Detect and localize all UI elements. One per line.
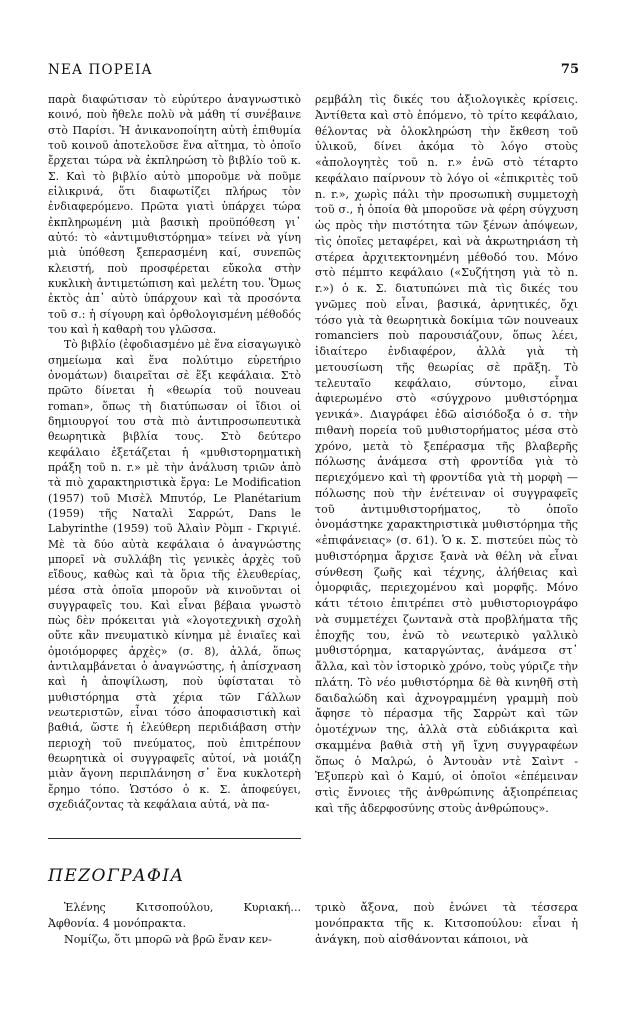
section-right-column [315, 900, 578, 947]
page-header [48, 62, 579, 84]
paragraph: Νομίζω, ὅτι μπορῶ νὰ βρῶ ἕναν κεν- [64, 932, 272, 946]
section-title: ΠΕΖΟΓΡΑΦΙΑ [48, 866, 185, 886]
running-title: ΝΕΑ ΠΟΡΕΙΑ [48, 62, 153, 78]
section-divider [48, 838, 301, 839]
right-column [315, 92, 578, 817]
paragraph: ρεμβάλη τὶς δικές του ἀξιολογικὲς κρίσεις. Ἀντίθετα καὶ στὸ ἑπόμενο, τὸ τρίτο κεφάλαιο, θέλοντας νὰ ὁλοκληρώση τὴν ἔκθεση τοῦ ὑλικοῦ, δίνει ἀκόμα τὸ λόγο στοὺς «ἀπολογητὲς τοῦ n. r.» ἐνῶ στὸ τέταρτο κεφάλαιο παίρνουν τὸ λόγο οἱ «ἐπικριτὲς τοῦ n. r.», χωρὶς πάλι τὴν προσωπικὴ συμμετοχὴ τοῦ σ., ἡ ὁποία θὰ μποροῦσε νὰ φέρη σύγχυση ὡς πρὸς τὴν πιστότητα τῶν ξένων ἀπόψεων, τὶς ὁποῖες μεταφέρει, καὶ νὰ ἀκρωτηριάση τὴ στέρεα ἀρχιτεκτονημένη μέθοδό του. Μόνο στὸ πέμπτο κεφάλαιο («Συζήτηση γιὰ τὸ n. r.») ὁ κ. Σ. διατυπώνει πιὰ τὶς δικές του γνῶμες ποὺ εἶναι, βασικά, ἀρνητικές, ὄχι τόσο γιὰ τὰ θεωρητικὰ δοκίμια τῶν nouveaux romanciers ποὺ παρουσιάζουν, ὅπως λέει, ἰδιαίτερο ἐνδιαφέρον, ἀλλὰ γιὰ τὴ μετουσίωση τῆς θεωρίας σὲ πρᾶξη. Τὸ τελευταῖο κεφάλαιο, σύντομο, εἶναι ἀφιερωμένο στὸ «σύγχρονο μυθιστόρημα γενικά». Διαγράφει ἐδῶ αἰσιόδοξα ὁ σ. τὴν πιθανὴ πορεία τοῦ μυθιστορήματος μέσα στὸ χρόνο, μετὰ τὸ ξεπέρασμα τῆς βλαβερῆς πόλωσης ἀνάμεσα στὴ φροντίδα γιὰ τὸ περιεχόμενο καὶ τὴ φροντίδα γιὰ τὴ μορφὴ — πόλωσης ποὺ τὴν ἐνέτειναν οἱ συγγραφεῖς τοῦ ἀντιμυθιστορήματος, τὸ ὁποῖο ὀνομάστηκε χαρακτηριστικὰ μυθιστόρημα τῆς «ἐπιφάνειας» (σ. 61). Ὁ κ. Σ. πιστεύει πὼς τὸ μυθιστόρημα ἄρχισε ξανὰ νὰ θέλη νὰ εἶναι σύνθεση ζωῆς καὶ τέχνης, ἀλήθειας καὶ ὁμορφιᾶς, περιεχομένου καὶ μορφῆς. Μόνο κάτι τέτοιο ἐπιτρέπει στὸ μυθιστοριογράφο νὰ συμμετέχει ζωντανὰ στὰ προβλήματα τῆς ἐποχῆς του, ἐνῶ τὸ νεωτερικὸ γαλλικὸ μυθιστόρημα, καταργώντας, ἀνάμεσα στ᾽ ἄλλα, καὶ τὸν ἱστορικὸ χρόνο, τοὺς γύριζε τὴν πλάτη. Τὸ νέο μυθιστόρημα δὲ θὰ κινηθῆ στὴ δαιδαλώδη καὶ ἀχνογραμμένη γραμμὴ ποὺ ἄφησε τὸ πέρασμα τῆς Σαρρὼτ καὶ τῶν ὁμοτέχνων της, ἀλλὰ στὰ εὐδιάκριτα καὶ σκαμμένα βαθιὰ στὴ γῆ ἴχνη συγγραφέων ὅπως ὁ Μαλρώ, ὁ Ἀντουὰν ντὲ Σαὶντ - Ἐξυπερὺ καὶ ὁ Καμύ, οἱ ὁποῖοι «ἐπέμειναν στὶς ἔννοιες τῆς ἀνθρώπινης ἀξιοπρέπειας καὶ τῆς ἀδερφοσύνης στοὺς ἀνθρώπους». [315, 93, 578, 815]
section-left-column [48, 900, 301, 947]
page-number: 75 [560, 62, 579, 77]
paragraph: τρικὸ ἄξονα, ποὺ ἑνώνει τὰ τέσσερα μονόπρακτα τῆς κ. Κιτσοπούλου: εἶναι ἡ ἀνάγκη, ποὺ αἰσθάνονται κάποιοι, νὰ [315, 901, 578, 946]
paragraph: παρὰ διαφώτισαν τὸ εὐρύτερο ἀναγνωστικὸ κοινό, ποὺ ἤθελε πολὺ νὰ μάθη τί συνέβαινε στὸ Παρίσι. Ἡ ἀνικανοποίητη αὐτὴ ἐπιθυμία τοῦ κοινοῦ ἀποτελοῦσε ἕνα αἴτημα, τὸ ὁποῖο ἔρχεται τώρα νὰ ἐκπληρώση τὸ βιβλίο τοῦ κ. Σ. Καὶ τὸ βιβλίο αὐτὸ μποροῦμε νὰ ποῦμε εἰλικρινά, ὅτι διαφωτίζει πλήρως τὸν ἐνδιαφερόμενο. Πρῶτα γιατὶ ὑπάρχει τώρα ἐκπληρωμένη μιὰ βασικὴ προϋπόθεση γι᾽ αὐτό: τὸ «ἀντιμυθιστόρημα» τείνει νὰ γίνη μιὰ ὑπόθεση ξεπερασμένη καί, συνεπῶς κλειστή, ποὺ προσφέρεται εὔκολα στὴν κυκλικὴ ἀντιμετώπιση καὶ μελέτη του. Ὅμως ἐκτὸς ἀπ᾽ αὐτὸ ὑπάρχουν καὶ τὰ προσόντα τοῦ σ.: ἡ σίγουρη καὶ ὀρθολογισμένη μέθοδός του καὶ ἡ καθαρὴ του γλῶσσα. [48, 93, 301, 336]
paragraph: Ἑλένης Κιτσοπούλου, Κυριακή... Ἀφθονία. 4 μονόπρακτα. [48, 901, 301, 930]
paragraph: Τὸ βιβλίο (ἐφοδιασμένο μὲ ἕνα εἰσαγωγικὸ σημείωμα καὶ ἕνα πολύτιμο εὑρετήριο ὀνομάτων) διαιρεῖται σὲ ἕξι κεφάλαια. Στὸ πρῶτο δίνεται ἡ «θεωρία τοῦ nouveau roman», ὅπως τὴ διατύπωσαν οἱ ἴδιοι οἱ δημιουργοί του στὰ πιὸ ἀντιπροσωπευτικὰ θεωρητικὰ βιβλία τους. Στὸ δεύτερο κεφάλαιο ἐξετάζεται ἡ «μυθιστορηματικὴ πράξη τοῦ n. r.» μὲ τὴν ἀνάλυση τριῶν ἀπὸ τὰ πιὸ χαρακτηριστικὰ ἔργα: Le Modification (1957) τοῦ Μισὲλ Μπυτόρ, Le Planétarium (1959) τῆς Ναταλὶ Σαρρώτ, Dans le Labyrinthe (1959) τοῦ Ἀλαὶν Ρὸμπ - Γκριγιέ. Μὲ τὰ δύο αὐτὰ κεφάλαια ὁ ἀναγνώστης μπορεῖ νὰ συλλάβη τὶς γενικὲς ἀρχὲς τοῦ εἴδους, καθὼς καὶ τὰ ὅρια τῆς ἐλευθερίας, μέσα στὰ ὁποῖα μποροῦν νὰ κινοῦνται οἱ συγγραφεῖς του. Καὶ εἶναι βέβαια γνωστὸ πὼς δὲν πρόκειται γιὰ «λογοτεχνικὴ σχολὴ οὔτε κἂν πνευματικὸ κίνημα μὲ ἑνιαῖες καὶ ὁμοιόμορφες ἀρχὲς» (σ. 8), ἀλλά, ὅπως ἀντιλαμβάνεται ὁ ἀναγνώστης, ἡ ἀπίσχναση καὶ ἡ ἀποψίλωση, ποὺ ὑφίσταται τὸ μυθιστόρημα στὰ χέρια τῶν Γάλλων νεωτεριστῶν, εἶναι τόσο ἀποφασιστικὴ καὶ βαθιά, ὥστε ἡ ἐλεύθερη περιδιάβαση στὴν περιοχὴ τοῦ πνεύματος, ποὺ ἐπιτρέπουν θεωρητικὰ οἱ συγγραφεῖς αὐτοί, νὰ μοιάζη μιὰν ἄγονη περιπλάνηση σ᾽ ἕνα κυκλοτερὴ ἔρημο τόπο. Ὡστόσο ὁ κ. Σ. ἀποφεύγει, σχεδιάζοντας τὰ κεφάλαια αὐτά, νὰ πα- [48, 338, 301, 812]
left-column [48, 92, 301, 812]
